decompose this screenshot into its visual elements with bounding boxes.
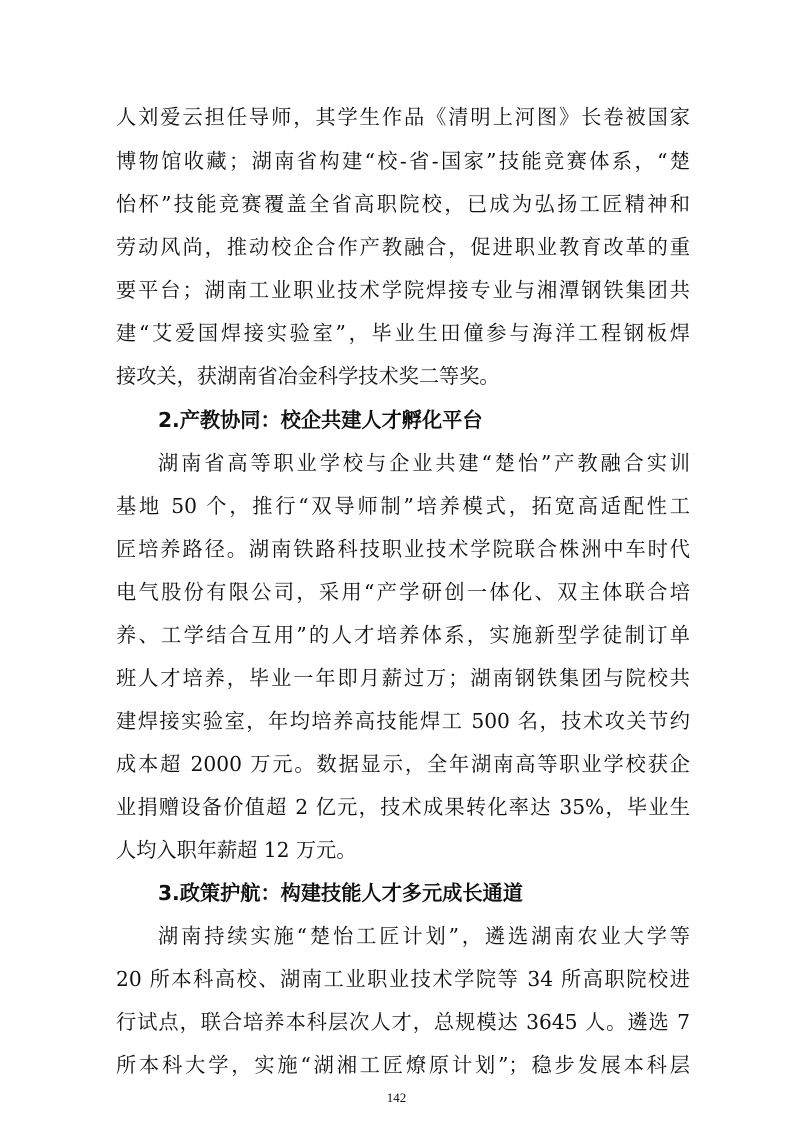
body-text-line: 建焊接实验室，年均培养高技能焊工 500 名，技术攻关节约 [116,709,690,733]
body-text-line: 劳动风尚，推动校企合作产教融合，促进职业教育改革的重 [116,235,690,259]
section-heading: 3.政策护航：构建技能人才多元成长通道 [158,881,523,905]
body-text-line: 湖南持续实施“楚怡工匠计划”，遴选湖南农业大学等 [158,924,690,948]
body-text-line: 养、工学结合互用”的人才培养体系，实施新型学徒制订单 [116,623,690,647]
page-number: 142 [386,1090,407,1105]
body-text-line: 行试点，联合培养本科层次人才，总规模达 3645 人。遴选 7 [116,1010,690,1034]
body-text-line: 所本科大学，实施“湖湘工匠燎原计划”；稳步发展本科层 [116,1053,690,1077]
body-text-line: 20 所本科高校、湖南工业职业技术学院等 34 所高职院校进 [116,967,690,991]
body-text-line: 要平台；湖南工业职业技术学院焊接专业与湘潭钢铁集团共 [116,278,690,302]
body-text-line: 湖南省高等职业学校与企业共建“楚怡”产教融合实训 [158,451,690,475]
body-text-line: 成本超 2000 万元。数据显示，全年湖南高等职业学校获企 [116,752,690,776]
section-heading: 2.产教协同：校企共建人才孵化平台 [158,408,483,432]
body-text-line: 匠培养路径。湖南铁路科技职业技术学院联合株洲中车时代 [116,537,690,561]
body-text-line: 业捐赠设备价值超 2 亿元，技术成果转化率达 35%，毕业生 [116,795,690,819]
body-text-line: 基地 50 个，推行“双导师制”培养模式，拓宽高适配性工 [116,494,690,518]
body-text-line: 人均入职年薪超 12 万元。 [116,838,357,862]
body-text-line: 人刘爱云担任导师，其学生作品《清明上河图》长卷被国家 [116,105,690,129]
body-text-line: 博物馆收藏；湖南省构建“校-省-国家”技能竞赛体系，“楚 [116,149,690,173]
body-text-line: 怡杯”技能竞赛覆盖全省高职院校，已成为弘扬工匠精神和 [116,192,690,216]
body-text-line: 电气股份有限公司，采用“产学研创一体化、双主体联合培 [116,580,690,604]
body-text-line: 接攻关，获湖南省冶金科学技术奖二等奖。 [116,364,500,388]
body-text-line: 班人才培养，毕业一年即月薪过万；湖南钢铁集团与院校共 [116,666,690,690]
body-text-line: 建“艾爱国焊接实验室”，毕业生田僮参与海洋工程钢板焊 [116,321,690,345]
